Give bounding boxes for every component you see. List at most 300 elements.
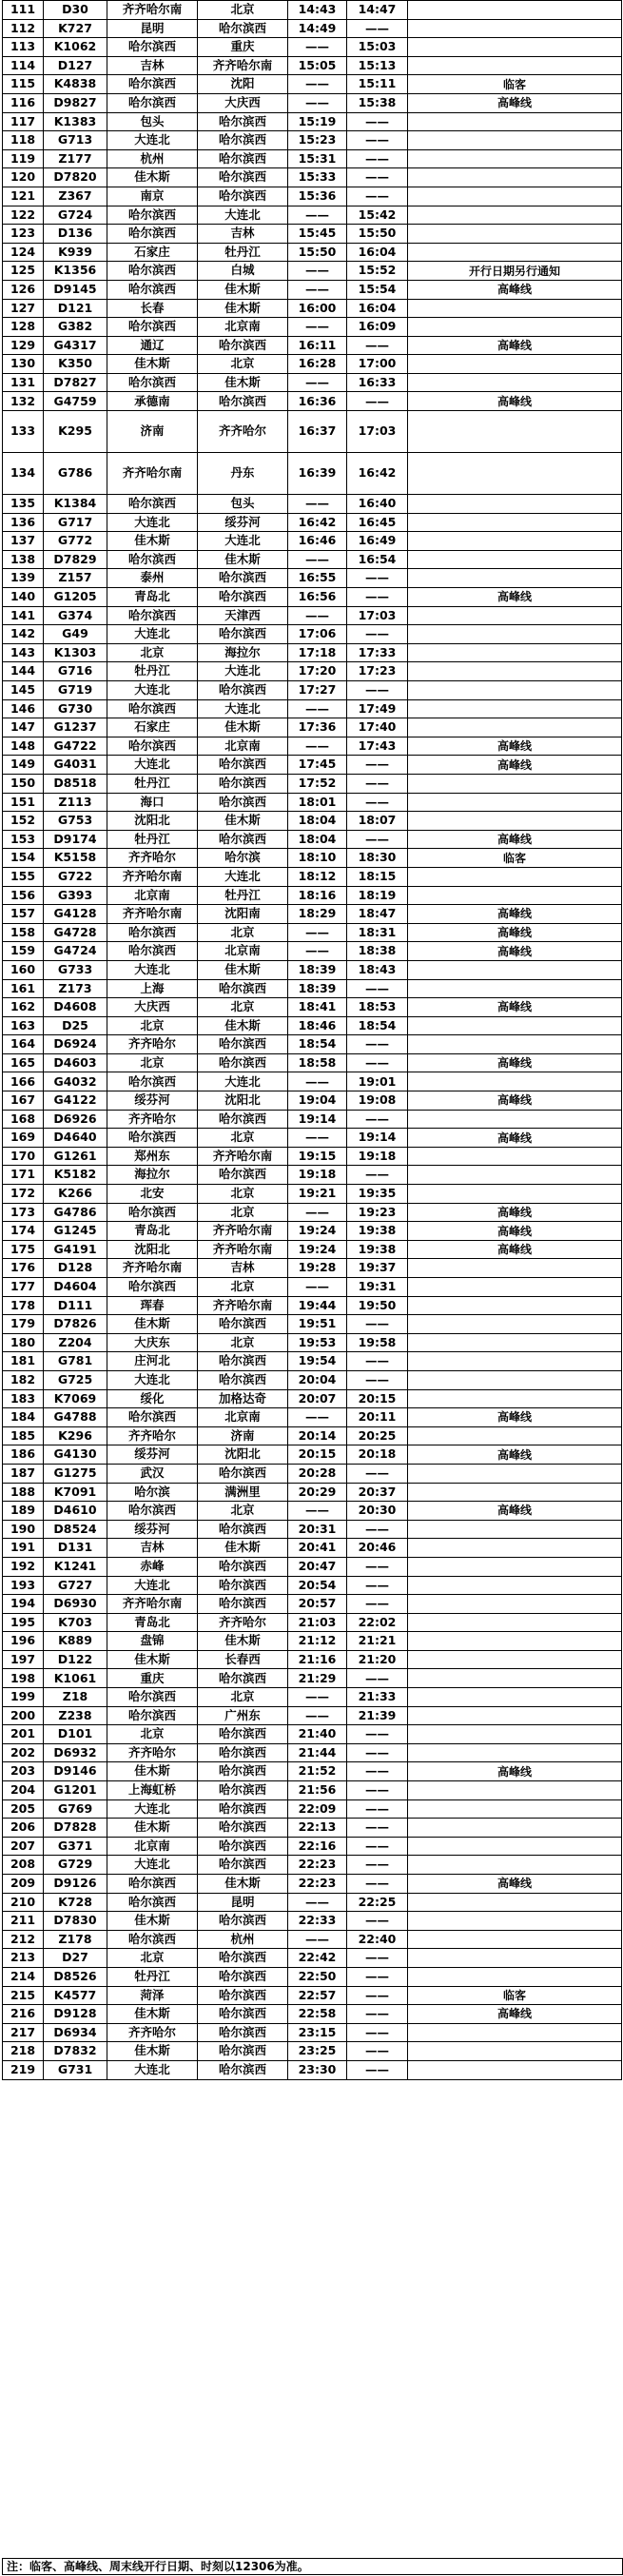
table-row <box>3 1725 622 1744</box>
departure-time: —— <box>347 625 408 644</box>
row-number: 142 <box>3 625 44 644</box>
origin-station: 大连北 <box>107 1856 198 1875</box>
train-number: D4608 <box>44 998 107 1017</box>
train-number: D9126 <box>44 1875 107 1894</box>
row-number: 189 <box>3 1502 44 1521</box>
row-number: 114 <box>3 56 44 75</box>
arrival-time: 20:54 <box>288 1576 347 1595</box>
remarks <box>408 206 622 225</box>
table-row <box>3 1426 622 1445</box>
destination-station: 哈尔滨西 <box>198 1576 288 1595</box>
remarks <box>408 355 622 374</box>
table-row <box>3 513 622 532</box>
origin-station: 北京南 <box>107 886 198 905</box>
table-row <box>3 19 622 38</box>
table-row <box>3 299 622 318</box>
table-row <box>3 453 622 495</box>
arrival-time: 16:42 <box>288 513 347 532</box>
train-number: Z18 <box>44 1688 107 1707</box>
destination-station: 济南 <box>198 1426 288 1445</box>
arrival-time: 19:21 <box>288 1185 347 1204</box>
remarks <box>408 2042 622 2061</box>
row-number: 157 <box>3 905 44 924</box>
origin-station: 哈尔滨西 <box>107 737 198 756</box>
train-number: D136 <box>44 225 107 244</box>
arrival-time: 14:43 <box>288 1 347 20</box>
remarks <box>408 131 622 150</box>
destination-station: 佳木斯 <box>198 1875 288 1894</box>
train-number: D127 <box>44 56 107 75</box>
remarks: 高峰线 <box>408 942 622 961</box>
row-number: 131 <box>3 373 44 392</box>
destination-station: 海拉尔 <box>198 643 288 662</box>
row-number: 138 <box>3 550 44 569</box>
arrival-time: 16:39 <box>288 453 347 495</box>
origin-station: 大连北 <box>107 960 198 979</box>
remarks <box>408 513 622 532</box>
remarks <box>408 453 622 495</box>
origin-station: 承德南 <box>107 392 198 411</box>
remarks <box>408 1520 622 1539</box>
row-number: 207 <box>3 1837 44 1856</box>
table-row <box>3 1967 622 1986</box>
departure-time: 15:54 <box>347 280 408 299</box>
remarks <box>408 1595 622 1614</box>
table-row <box>3 355 622 374</box>
remarks <box>408 625 622 644</box>
departure-time: —— <box>347 588 408 607</box>
arrival-time: —— <box>288 1502 347 1521</box>
arrival-time: 18:10 <box>288 849 347 868</box>
destination-station: 哈尔滨西 <box>198 1557 288 1576</box>
arrival-time: —— <box>288 1203 347 1222</box>
row-number: 183 <box>3 1389 44 1408</box>
train-number: G393 <box>44 886 107 905</box>
remarks <box>408 550 622 569</box>
arrival-time: 19:24 <box>288 1240 347 1259</box>
train-number: K4838 <box>44 75 107 94</box>
departure-time: 17:03 <box>347 411 408 453</box>
destination-station: 大连北 <box>198 699 288 718</box>
row-number: 123 <box>3 225 44 244</box>
departure-time: 20:15 <box>347 1389 408 1408</box>
destination-station: 哈尔滨西 <box>198 1856 288 1875</box>
table-row <box>3 1893 622 1912</box>
origin-station: 大连北 <box>107 1370 198 1389</box>
remarks <box>408 643 622 662</box>
arrival-time: 18:29 <box>288 905 347 924</box>
table-row <box>3 1986 622 2005</box>
departure-time: —— <box>347 756 408 775</box>
departure-time: 18:38 <box>347 942 408 961</box>
train-number: D6924 <box>44 1035 107 1054</box>
arrival-time: 17:27 <box>288 681 347 700</box>
remarks <box>408 699 622 718</box>
row-number: 175 <box>3 1240 44 1259</box>
train-number: D6934 <box>44 2023 107 2042</box>
table-row <box>3 1613 622 1632</box>
departure-time: —— <box>347 19 408 38</box>
row-number: 154 <box>3 849 44 868</box>
arrival-time: 21:12 <box>288 1632 347 1651</box>
table-row <box>3 225 622 244</box>
origin-station: 北京南 <box>107 1837 198 1856</box>
train-number: G724 <box>44 206 107 225</box>
arrival-time: 16:37 <box>288 411 347 453</box>
table-row <box>3 168 622 187</box>
row-number: 211 <box>3 1912 44 1931</box>
destination-station: 齐齐哈尔南 <box>198 1240 288 1259</box>
origin-station: 北京 <box>107 1725 198 1744</box>
origin-station: 海拉尔 <box>107 1166 198 1185</box>
train-number: D27 <box>44 1949 107 1968</box>
departure-time: 22:40 <box>347 1930 408 1949</box>
arrival-time: —— <box>288 280 347 299</box>
table-row <box>3 1166 622 1185</box>
table-row <box>3 532 622 551</box>
departure-time: —— <box>347 336 408 355</box>
arrival-time: 18:39 <box>288 979 347 998</box>
train-number: G1205 <box>44 588 107 607</box>
origin-station: 哈尔滨西 <box>107 942 198 961</box>
origin-station: 牡丹江 <box>107 662 198 681</box>
destination-station: 哈尔滨西 <box>198 2060 288 2079</box>
arrival-time: 15:05 <box>288 56 347 75</box>
departure-time: —— <box>347 1837 408 1856</box>
departure-time: 19:35 <box>347 1185 408 1204</box>
departure-time: 16:04 <box>347 243 408 262</box>
origin-station: 齐齐哈尔南 <box>107 453 198 495</box>
arrival-time: 20:14 <box>288 1426 347 1445</box>
destination-station: 哈尔滨西 <box>198 681 288 700</box>
departure-time: 14:47 <box>347 1 408 20</box>
origin-station: 佳木斯 <box>107 2042 198 2061</box>
origin-station: 佳木斯 <box>107 1650 198 1669</box>
destination-station: 沈阳 <box>198 75 288 94</box>
departure-time: 19:08 <box>347 1091 408 1111</box>
row-number: 202 <box>3 1743 44 1762</box>
arrival-time: 17:18 <box>288 643 347 662</box>
remarks: 高峰线 <box>408 1445 622 1465</box>
row-number: 217 <box>3 2023 44 2042</box>
row-number: 113 <box>3 38 44 57</box>
row-number: 210 <box>3 1893 44 1912</box>
remarks <box>408 1856 622 1875</box>
departure-time: 21:33 <box>347 1688 408 1707</box>
remarks: 临客 <box>408 1986 622 2005</box>
departure-time: —— <box>347 793 408 812</box>
table-row <box>3 1595 622 1614</box>
train-number: G727 <box>44 1576 107 1595</box>
row-number: 180 <box>3 1333 44 1352</box>
train-number: G730 <box>44 699 107 718</box>
table-row <box>3 1129 622 1148</box>
table-row <box>3 886 622 905</box>
origin-station: 哈尔滨西 <box>107 280 198 299</box>
origin-station: 北京 <box>107 1053 198 1072</box>
origin-station: 赤峰 <box>107 1557 198 1576</box>
origin-station: 青岛北 <box>107 1613 198 1632</box>
arrival-time: 22:23 <box>288 1875 347 1894</box>
table-row <box>3 588 622 607</box>
origin-station: 哈尔滨西 <box>107 93 198 112</box>
destination-station: 哈尔滨西 <box>198 979 288 998</box>
departure-time: 17:43 <box>347 737 408 756</box>
row-number: 186 <box>3 1445 44 1465</box>
table-row <box>3 699 622 718</box>
arrival-time: 20:47 <box>288 1557 347 1576</box>
arrival-time: 16:56 <box>288 588 347 607</box>
table-row <box>3 812 622 831</box>
destination-station: 哈尔滨西 <box>198 392 288 411</box>
destination-station: 哈尔滨西 <box>198 19 288 38</box>
row-number: 116 <box>3 93 44 112</box>
row-number: 205 <box>3 1799 44 1819</box>
origin-station: 哈尔滨西 <box>107 206 198 225</box>
remarks: 高峰线 <box>408 588 622 607</box>
departure-time: —— <box>347 1669 408 1688</box>
row-number: 125 <box>3 262 44 281</box>
train-number: K727 <box>44 19 107 38</box>
origin-station: 齐齐哈尔南 <box>107 905 198 924</box>
departure-time: —— <box>347 112 408 131</box>
departure-time: 15:13 <box>347 56 408 75</box>
destination-station: 哈尔滨西 <box>198 569 288 588</box>
arrival-time: 21:56 <box>288 1781 347 1800</box>
departure-time: —— <box>347 1949 408 1968</box>
remarks <box>408 532 622 551</box>
row-number: 169 <box>3 1129 44 1148</box>
train-number: G733 <box>44 960 107 979</box>
table-row <box>3 1 622 20</box>
destination-station: 满洲里 <box>198 1483 288 1502</box>
departure-time: —— <box>347 1520 408 1539</box>
arrival-time: 23:30 <box>288 2060 347 2079</box>
row-number: 216 <box>3 2005 44 2024</box>
table-row <box>3 1091 622 1111</box>
train-number: G1245 <box>44 1222 107 1241</box>
row-number: 190 <box>3 1520 44 1539</box>
departure-time: —— <box>347 131 408 150</box>
departure-time: —— <box>347 1743 408 1762</box>
table-row <box>3 1016 622 1035</box>
remarks <box>408 187 622 206</box>
arrival-time: 17:36 <box>288 718 347 737</box>
arrival-time: 21:40 <box>288 1725 347 1744</box>
departure-time: 21:20 <box>347 1650 408 1669</box>
train-number: D9146 <box>44 1762 107 1781</box>
origin-station: 大连北 <box>107 513 198 532</box>
destination-station: 哈尔滨西 <box>198 1352 288 1371</box>
table-row <box>3 1520 622 1539</box>
arrival-time: —— <box>288 1408 347 1427</box>
table-row <box>3 2005 622 2024</box>
train-number: D111 <box>44 1296 107 1315</box>
train-number: G731 <box>44 2060 107 2079</box>
remarks: 高峰线 <box>408 1502 622 1521</box>
origin-station: 重庆 <box>107 1669 198 1688</box>
destination-station: 哈尔滨西 <box>198 1967 288 1986</box>
timetable-grid <box>2 0 622 2080</box>
row-number: 149 <box>3 756 44 775</box>
table-row <box>3 1296 622 1315</box>
train-number: D8526 <box>44 1967 107 1986</box>
departure-time: 16:04 <box>347 299 408 318</box>
origin-station: 哈尔滨西 <box>107 1278 198 1297</box>
remarks: 高峰线 <box>408 93 622 112</box>
departure-time: —— <box>347 2060 408 2079</box>
arrival-time: 18:12 <box>288 867 347 886</box>
row-number: 187 <box>3 1464 44 1483</box>
destination-station: 哈尔滨西 <box>198 1520 288 1539</box>
train-number: Z367 <box>44 187 107 206</box>
origin-station: 绥芬河 <box>107 1445 198 1465</box>
remarks <box>408 774 622 793</box>
origin-station: 绥芬河 <box>107 1520 198 1539</box>
arrival-time: 23:25 <box>288 2042 347 2061</box>
remarks <box>408 299 622 318</box>
remarks <box>408 112 622 131</box>
row-number: 200 <box>3 1706 44 1725</box>
destination-station: 北京 <box>198 1278 288 1297</box>
remarks: 临客 <box>408 75 622 94</box>
origin-station: 齐齐哈尔南 <box>107 1595 198 1614</box>
row-number: 118 <box>3 131 44 150</box>
row-number: 209 <box>3 1875 44 1894</box>
remarks <box>408 1819 622 1838</box>
arrival-time: 19:44 <box>288 1296 347 1315</box>
arrival-time: 15:36 <box>288 187 347 206</box>
origin-station: 哈尔滨西 <box>107 1875 198 1894</box>
table-row <box>3 495 622 514</box>
train-number: G4031 <box>44 756 107 775</box>
table-row <box>3 411 622 453</box>
destination-station: 重庆 <box>198 38 288 57</box>
arrival-time: 16:36 <box>288 392 347 411</box>
remarks <box>408 1016 622 1035</box>
table-row <box>3 923 622 942</box>
train-number: K1061 <box>44 1669 107 1688</box>
row-number: 128 <box>3 318 44 337</box>
departure-time: —— <box>347 1053 408 1072</box>
train-number: D7829 <box>44 550 107 569</box>
arrival-time: —— <box>288 1129 347 1148</box>
remarks: 高峰线 <box>408 923 622 942</box>
destination-station: 昆明 <box>198 1893 288 1912</box>
train-number: D4604 <box>44 1278 107 1297</box>
remarks <box>408 19 622 38</box>
train-number: G772 <box>44 532 107 551</box>
arrival-time: 22:13 <box>288 1819 347 1838</box>
train-number: K296 <box>44 1426 107 1445</box>
origin-station: 大连北 <box>107 756 198 775</box>
table-row <box>3 149 622 168</box>
table-row <box>3 112 622 131</box>
train-number: Z177 <box>44 149 107 168</box>
destination-station: 齐齐哈尔 <box>198 411 288 453</box>
remarks <box>408 1333 622 1352</box>
destination-station: 齐齐哈尔南 <box>198 1222 288 1241</box>
departure-time: 17:49 <box>347 699 408 718</box>
origin-station: 上海 <box>107 979 198 998</box>
row-number: 160 <box>3 960 44 979</box>
train-number: G1201 <box>44 1781 107 1800</box>
train-number: G786 <box>44 453 107 495</box>
remarks <box>408 812 622 831</box>
table-row <box>3 262 622 281</box>
arrival-time: —— <box>288 699 347 718</box>
destination-station: 大连北 <box>198 532 288 551</box>
remarks <box>408 1557 622 1576</box>
destination-station: 长春西 <box>198 1650 288 1669</box>
table-row <box>3 1669 622 1688</box>
remarks <box>408 1035 622 1054</box>
remarks <box>408 1725 622 1744</box>
train-number: D131 <box>44 1539 107 1558</box>
origin-station: 哈尔滨西 <box>107 699 198 718</box>
row-number: 111 <box>3 1 44 20</box>
arrival-time: —— <box>288 93 347 112</box>
table-row <box>3 1035 622 1054</box>
arrival-time: 21:03 <box>288 1613 347 1632</box>
arrival-time: —— <box>288 550 347 569</box>
departure-time: 18:30 <box>347 849 408 868</box>
destination-station: 哈尔滨西 <box>198 2023 288 2042</box>
table-row <box>3 1688 622 1707</box>
arrival-time: 22:33 <box>288 1912 347 1931</box>
remarks <box>408 1296 622 1315</box>
table-row <box>3 2060 622 2079</box>
row-number: 141 <box>3 606 44 625</box>
destination-station: 吉林 <box>198 1259 288 1278</box>
row-number: 171 <box>3 1166 44 1185</box>
remarks <box>408 1912 622 1931</box>
table-row <box>3 867 622 886</box>
departure-time: 17:40 <box>347 718 408 737</box>
arrival-time: 20:04 <box>288 1370 347 1389</box>
origin-station: 泰州 <box>107 569 198 588</box>
train-number: K1383 <box>44 112 107 131</box>
origin-station: 庄河北 <box>107 1352 198 1371</box>
arrival-time: 18:01 <box>288 793 347 812</box>
row-number: 115 <box>3 75 44 94</box>
departure-time: 17:03 <box>347 606 408 625</box>
arrival-time: 16:00 <box>288 299 347 318</box>
row-number: 153 <box>3 830 44 849</box>
table-row <box>3 1762 622 1781</box>
train-number: K4577 <box>44 1986 107 2005</box>
table-row <box>3 38 622 57</box>
arrival-time: 22:50 <box>288 1967 347 1986</box>
train-number: D121 <box>44 299 107 318</box>
departure-time: 15:52 <box>347 262 408 281</box>
departure-time: —— <box>347 2023 408 2042</box>
arrival-time: 16:28 <box>288 355 347 374</box>
remarks <box>408 886 622 905</box>
remarks <box>408 1370 622 1389</box>
remarks <box>408 1688 622 1707</box>
arrival-time: —— <box>288 1893 347 1912</box>
departure-time: —— <box>347 1315 408 1334</box>
row-number: 170 <box>3 1147 44 1166</box>
footer-note: 注：临客、高峰线、周末线开行日期、时刻以12306为准。 <box>2 2558 623 2575</box>
train-number: G716 <box>44 662 107 681</box>
origin-station: 石家庄 <box>107 243 198 262</box>
departure-time: 15:38 <box>347 93 408 112</box>
arrival-time: 22:09 <box>288 1799 347 1819</box>
departure-time: —— <box>347 1464 408 1483</box>
row-number: 135 <box>3 495 44 514</box>
